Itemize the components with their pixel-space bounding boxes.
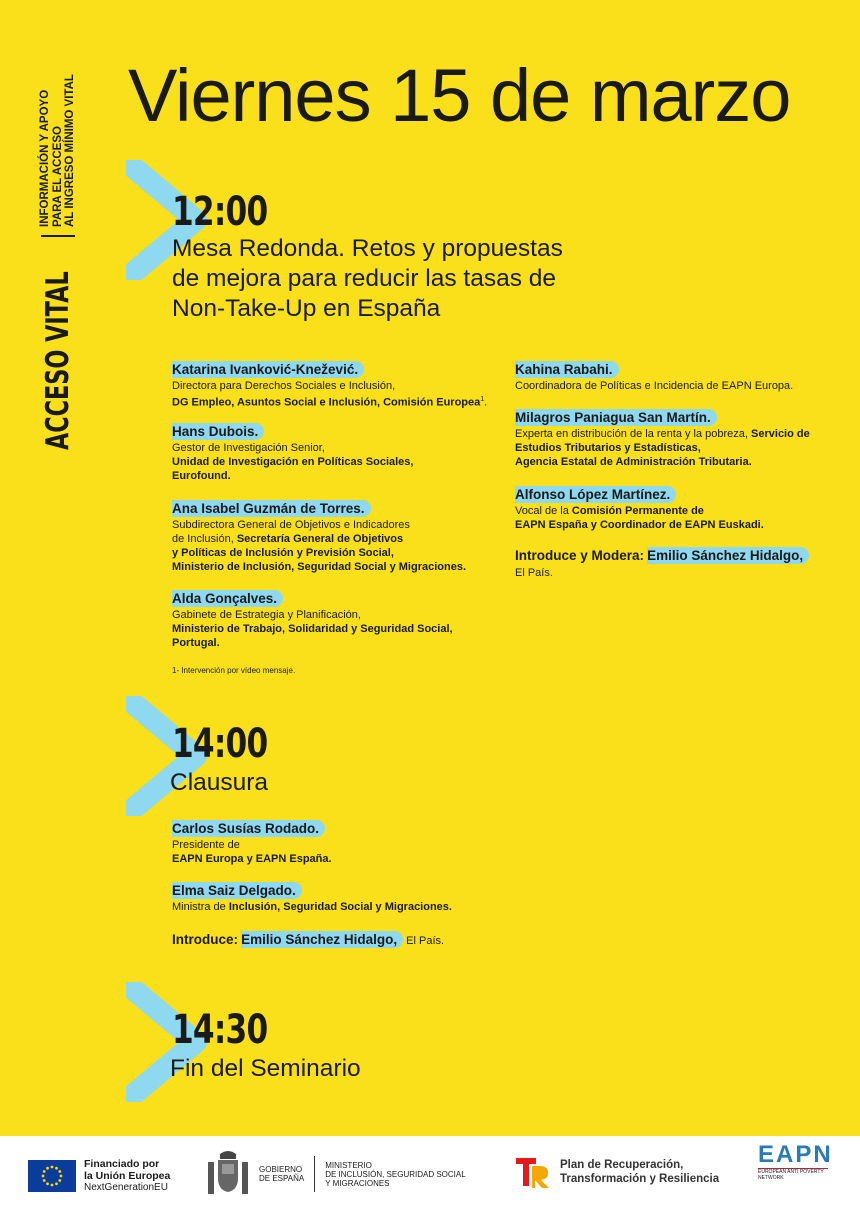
speaker-role: Presidente de EAPN Europa y EAPN España. (172, 839, 332, 865)
speaker-name: Carlos Susías Rodado. (172, 820, 325, 837)
eapn-logo (758, 1141, 833, 1181)
prtr-logo: Plan de Recuperación, Transformación y Resiliencia (514, 1154, 719, 1190)
introducer-line: Introduce: Emilio Sánchez Hidalgo, El País. (172, 932, 445, 947)
speaker-role: Ministra de Inclusión, Seguridad Social y Migraciones. (172, 901, 452, 913)
session-time-1400: 14:00 (172, 721, 268, 767)
speaker-name: Alfonso López Martínez. (515, 486, 676, 503)
page-title: Viernes 15 de marzo (128, 54, 791, 137)
eapn-subtitle: EUROPEAN ANTI POVERTY NETWORK (758, 1168, 828, 1181)
footnote: 1- Intervención por vídeo mensaje. (172, 666, 296, 675)
speaker-card (172, 423, 413, 483)
speaker-card (172, 500, 466, 574)
moderator-line: Introduce y Modera: Emilio Sánchez Hidalgo, El País. (515, 547, 809, 581)
speaker-role: Subdirectora General de Objetivos e Indicadores de Inclusión, Secretaría General de Objetivos y Políticas de Inclusión y Previsión Social, Ministerio de Inclusión, Seguridad Social y Migraciones. (172, 519, 467, 573)
eu-funding-logo: Financiado por la Unión Europea NextGenerationEU (28, 1158, 170, 1194)
speaker-card (515, 486, 764, 532)
speaker-name: Elma Saiz Delgado. (172, 882, 302, 899)
speaker-role: Experta en distribución de la renta y la pobreza, Servicio de Estudios Tributarios y Estadísticas, Agencia Estatal de Administración Tributaria. (515, 428, 810, 468)
speaker-card (172, 882, 452, 914)
speaker-role: Directora para Derechos Sociales e Inclusión, DG Empleo, Asuntos Social e Inclusión, Comisión Europea$^1$. (172, 380, 488, 409)
speaker-card (515, 361, 793, 393)
brand-logo-text: ACCESO VITAL (40, 271, 76, 450)
session-title-fin: Fin del Seminario (170, 1055, 361, 1082)
spain-coat-of-arms-icon (205, 1148, 251, 1200)
speaker-card (172, 590, 453, 650)
speaker-role: Gabinete de Estrategia y Planificación, Ministerio de Trabajo, Solidaridad y Seguridad Social, Portugal. (172, 609, 453, 649)
speaker-name: Milagros Paniagua San Martín. (515, 409, 717, 426)
speaker-card (172, 361, 487, 410)
speaker-name: Ana Isabel Guzmán de Torres. (172, 500, 371, 517)
eapn-letters: EAPN (758, 1141, 833, 1168)
speaker-card (515, 409, 810, 469)
speaker-role: Coordinadora de Políticas e Incidencia de EAPN Europa. (515, 380, 794, 392)
session-time-1200: 12:00 (172, 189, 268, 235)
speaker-name: Alda Gonçalves. (172, 590, 283, 607)
speaker-name: Hans Dubois. (172, 423, 264, 440)
speaker-role: Vocal de la Comisión Permanente de EAPN España y Coordinador de EAPN Euskadi. (515, 505, 764, 531)
footer-logos (0, 1136, 860, 1216)
speaker-name: Katarina Ivanković-Knežević. (172, 361, 364, 378)
speaker-role: Gestor de Investigación Senior, Unidad de Investigación en Políticas Sociales, Eurofound. (172, 442, 414, 482)
session-time-1430: 14:30 (172, 1007, 268, 1053)
speaker-card (172, 820, 332, 866)
session-title-mesa-redonda: Mesa Redonda. Retos y propuestas de mejora para reducir las tasas de Non-Take-Up en España (172, 235, 563, 322)
gobierno-logo: GOBIERNO DE ESPAÑA MINISTERIO DE INCLUSIÓN, SEGURIDAD SOCIAL Y MIGRACIONES (205, 1148, 466, 1200)
brand-tagline: INFORMACIÓN Y APOYO PARA EL ACCESO AL INGRESO MÍNIMO VITAL (39, 74, 77, 227)
brand-divider (41, 235, 75, 237)
sidebar-branding (18, 40, 98, 450)
session-title-clausura: Clausura (170, 769, 269, 796)
eu-flag-icon (28, 1160, 76, 1192)
prtr-mark-icon (514, 1154, 554, 1190)
speaker-name: Kahina Rabahi. (515, 361, 619, 378)
